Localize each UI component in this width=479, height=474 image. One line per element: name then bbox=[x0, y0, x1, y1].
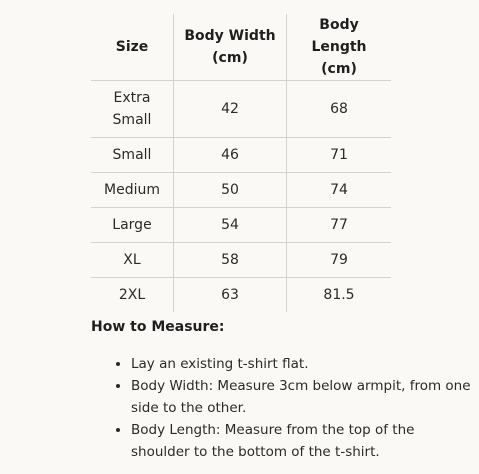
how-to-measure-title: How to Measure: bbox=[91, 319, 225, 335]
cell-body-length: 71 bbox=[287, 138, 392, 173]
list-item: • Body Length: Measure from the top of the shoulder to the bottom of the t-shirt. bbox=[131, 419, 471, 463]
cell-size: XL bbox=[91, 243, 174, 278]
cell-size: Small bbox=[91, 138, 174, 173]
cell-body-length: 74 bbox=[287, 173, 392, 208]
table-row bbox=[91, 81, 391, 138]
header-size: Size bbox=[91, 14, 174, 81]
cell-body-width: 58 bbox=[174, 243, 287, 278]
cell-body-length: 79 bbox=[287, 243, 392, 278]
list-item: • Lay an existing t-shirt flat. bbox=[131, 353, 471, 375]
how-to-measure-list bbox=[115, 353, 471, 463]
table-header-row bbox=[91, 14, 391, 81]
size-label: Extra Small bbox=[112, 90, 152, 128]
header-body-length: Body Length (cm) bbox=[287, 14, 392, 81]
cell-body-length: 81.5 bbox=[287, 278, 392, 313]
size-chart-table bbox=[91, 14, 391, 312]
cell-body-width: 63 bbox=[174, 278, 287, 313]
cell-body-width: 54 bbox=[174, 208, 287, 243]
cell-size bbox=[91, 81, 174, 138]
cell-body-width: 46 bbox=[174, 138, 287, 173]
table-row bbox=[91, 173, 391, 208]
list-item: • Body Width: Measure 3cm below armpit, from one side to the other. bbox=[131, 375, 471, 419]
table-row bbox=[91, 243, 391, 278]
table-row bbox=[91, 208, 391, 243]
cell-body-length: 68 bbox=[287, 81, 392, 138]
cell-body-width: 50 bbox=[174, 173, 287, 208]
table-row bbox=[91, 278, 391, 313]
table-row bbox=[91, 138, 391, 173]
cell-size: Large bbox=[91, 208, 174, 243]
cell-size: Medium bbox=[91, 173, 174, 208]
header-body-width: Body Width (cm) bbox=[174, 14, 287, 81]
cell-size: 2XL bbox=[118, 287, 146, 303]
cell-body-width: 42 bbox=[174, 81, 287, 138]
cell-body-length: 77 bbox=[287, 208, 392, 243]
